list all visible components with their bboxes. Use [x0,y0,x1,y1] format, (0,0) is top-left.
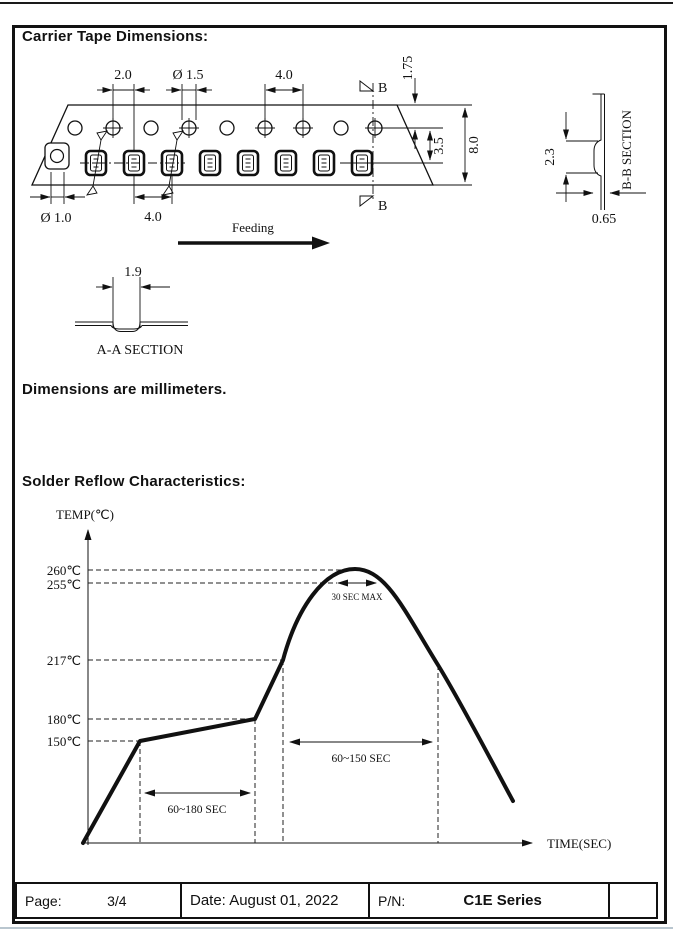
annotation-preheat-time: 60~180 SEC [167,804,227,816]
ytick-217: 217℃ [46,653,81,668]
section-b-bottom-label: B [378,199,388,214]
page-top-rule [0,2,673,4]
aa-section-detail [75,277,188,332]
dim-tape-width: 8.0 [467,136,482,154]
dim-pocket-pitch: 4.0 [144,210,162,225]
ytick-260: 260℃ [46,563,81,578]
chart-axes [83,530,532,845]
bb-section-label: B-B SECTION [619,110,634,190]
footer-pn-label: P/N: [378,892,406,909]
round-hole-pocket [45,143,69,169]
ytick-180: 180℃ [46,712,81,727]
dim-bb-thickness: 0.65 [591,212,617,227]
feeding-label: Feeding [232,220,274,235]
dim-bb-pocket-depth: 2.3 [543,148,558,166]
dim-aa-pocket-width: 1.9 [124,265,142,280]
dim-edge-to-hole: 1.75 [401,55,416,81]
annotation-peak-time: 30 SEC MAX [331,592,383,602]
footer-date-value: Date: August 01, 2022 [190,892,339,909]
aa-section-label: A-A SECTION [96,343,184,358]
dim-hole-to-pocket-pitch: 2.0 [114,68,132,83]
footer-date-cell [182,884,370,917]
section-title-reflow: Solder Reflow Characteristics: [22,473,246,490]
feeding-arrow [178,237,330,250]
section-title-carrier-tape: Carrier Tape Dimensions: [22,28,209,45]
dimensions-note: Dimensions are millimeters. [22,381,227,398]
page-bottom-rule [0,927,673,929]
footer-page-label: Page: [25,892,62,909]
section-b-top-label: B [378,81,388,96]
dim-sprocket-hole-dia: Ø 1.5 [172,68,204,83]
carrier-tape-drawing [0,50,673,370]
footer-pn-value: C1E Series [463,892,542,909]
reflow-profile-chart [0,500,673,880]
x-axis-label: TIME(SEC) [547,836,612,851]
footer-page-cell [17,884,182,917]
dim-sprocket-hole-pitch: 4.0 [275,68,293,83]
dim-round-hole-dia: Ø 1.0 [40,211,72,226]
ytick-255: 255℃ [46,577,81,592]
footer-pn-cell [370,884,610,917]
y-axis-label: TEMP(℃) [56,507,114,522]
dim-hole-to-pocket-center: 3.5 [432,137,447,155]
annotation-time-above-217: 60~150 SEC [331,753,391,765]
footer-empty-cell [610,884,656,917]
footer-page-value: 3/4 [107,892,127,909]
ytick-150: 150℃ [46,734,81,749]
footer-table [15,882,658,919]
reflow-profile-curve [83,569,513,843]
